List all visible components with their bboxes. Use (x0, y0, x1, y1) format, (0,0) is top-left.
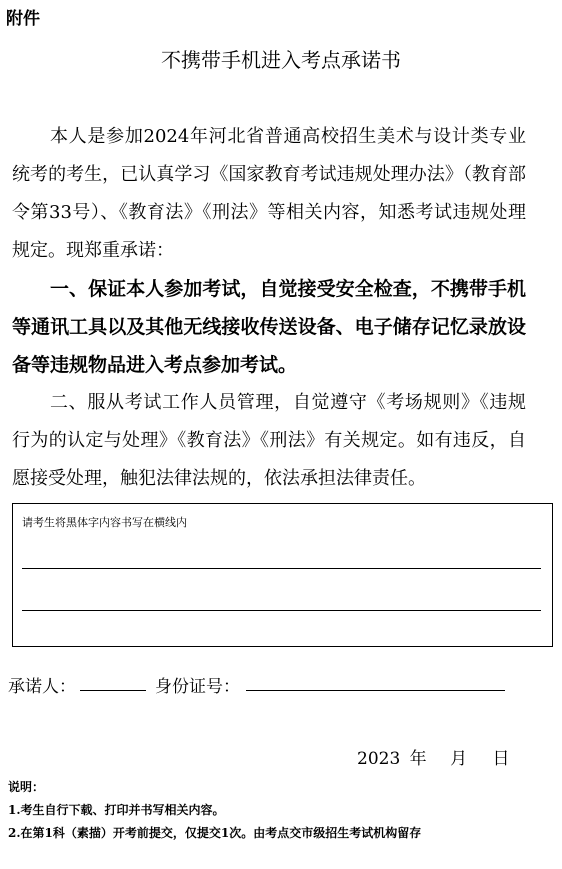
date-day-unit: 日 (492, 749, 510, 769)
date-month-unit: 月 (450, 749, 468, 769)
copy-box-label: 请考生将黑体字内容书写在横线内 (22, 516, 187, 529)
date-line (357, 744, 509, 769)
attachment-label: 附件 (6, 9, 40, 29)
document-title: 不携带手机进入考点承诺书 (161, 48, 401, 72)
pledge-two-paragraph: 二、服从考试工作人员管理，自觉遵守《考场规则》《违规行为的认定与处理》《教育法》《刑法》有关规定。如有违反，自愿接受处理，触犯法律法规的，依法承担法律责任。 (12, 392, 526, 489)
notes-heading: 说明： (8, 780, 45, 794)
intro-paragraph: 本人是参加2024年河北省普通高校招生美术与设计类专业统考的考生，已认真学习《国家教育考试违规处理办法》（教育部令第33号）、《教育法》《刑法》等相关内容，知悉考试违规处理规定。现郑重承诺： (12, 126, 526, 261)
id-number-line[interactable] (246, 690, 505, 691)
note-item-2: 2.在第1科（素描）开考前提交，仅提交1次。由考点交市级招生考试机构留存 (8, 826, 422, 840)
id-number-label: 身份证号： (155, 677, 240, 697)
pledger-signature-line[interactable] (80, 690, 146, 691)
pledge-one-paragraph: 一、保证本人参加考试，自觉接受安全检查，不携带手机等通讯工具以及其他无线接收传送设备、电子储存记忆录放设备等违规物品进入考点参加考试。 (12, 278, 526, 376)
copy-line-1[interactable] (22, 568, 541, 569)
copy-text-box (12, 503, 553, 647)
note-item-1: 1.考生自行下载、打印并书写相关内容。 (8, 803, 225, 817)
date-year-unit: 年 (409, 749, 427, 769)
notes-section (8, 776, 548, 845)
date-year: 2023 (357, 749, 401, 769)
pledger-label: 承诺人： (8, 677, 76, 697)
copy-line-2[interactable] (22, 610, 541, 611)
